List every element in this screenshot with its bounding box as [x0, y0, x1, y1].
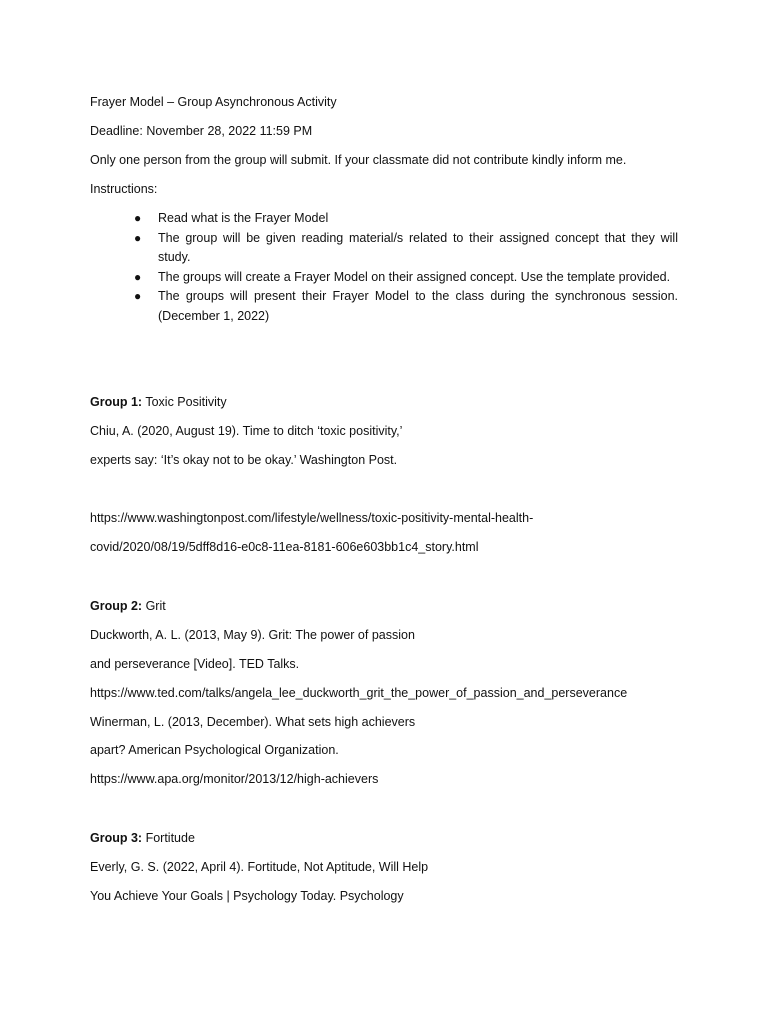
reference-url: https://www.washingtonpost.com/lifestyle/wellness/toxic-positivity-mental-health-: [90, 511, 534, 525]
group-concept: Grit: [145, 599, 166, 613]
reference-line: Winerman, L. (2013, December). What sets high achievers: [90, 715, 416, 729]
submission-note: Only one person from the group will submit. If your classmate did not contribute kindly inform me.: [90, 153, 627, 167]
deadline-line: [90, 123, 312, 139]
reference-line: experts say: ‘It’s okay not to be okay.’ Washington Post.: [90, 453, 398, 467]
group-label: Group 1:: [90, 395, 143, 409]
reference-url: https://www.apa.org/monitor/2013/12/high-achievers: [90, 772, 379, 786]
instructions-heading: Instructions:: [90, 182, 158, 196]
reference-line: apart? American Psychological Organization.: [90, 743, 339, 757]
instruction-item: ● The groups will present their Frayer Model to the class during the synchronous session. (December 1, 2022): [134, 289, 678, 323]
reference-line: and perseverance [Video]. TED Talks.: [90, 657, 300, 671]
group-heading: [90, 598, 166, 614]
reference-line: Chiu, A. (2020, August 19). Time to ditch ‘toxic positivity,’: [90, 424, 403, 438]
reference-line: You Achieve Your Goals | Psychology Today. Psychology: [90, 889, 404, 903]
bullet-icon: ●: [134, 269, 142, 284]
instruction-item: ● Read what is the Frayer Model: [90, 209, 678, 229]
deadline-label: Deadline:: [90, 124, 143, 138]
deadline-value: November 28, 2022 11:59 PM: [146, 124, 313, 138]
instruction-item: ● The group will be given reading material/s related to their assigned concept that they will study.: [134, 230, 678, 264]
group-concept: Fortitude: [145, 831, 195, 845]
reference-url: covid/2020/08/19/5dff8d16-e0c8-11ea-8181-606e603bb1c4_story.html: [90, 540, 479, 554]
instruction-item: ● The groups will create a Frayer Model on their assigned concept. Use the template provided.: [90, 268, 678, 288]
reference-line: Everly, G. S. (2022, April 4). Fortitude, Not Aptitude, Will Help: [90, 860, 429, 874]
bullet-icon: ●: [134, 289, 142, 303]
bullet-icon: ●: [134, 230, 142, 245]
group-label: Group 3:: [90, 831, 143, 845]
reference-line: Duckworth, A. L. (2013, May 9). Grit: The power of passion: [90, 628, 415, 642]
group-concept: Toxic Positivity: [145, 395, 227, 409]
document-title: Frayer Model – Group Asynchronous Activity: [90, 95, 337, 109]
group-label: Group 2:: [90, 599, 143, 613]
bullet-icon: ●: [134, 211, 142, 225]
group-heading: [90, 830, 195, 846]
reference-url: https://www.ted.com/talks/angela_lee_duckworth_grit_the_power_of_passion_and_perseverance: [90, 686, 628, 700]
instructions-list: [90, 209, 678, 326]
group-heading: [90, 394, 227, 410]
